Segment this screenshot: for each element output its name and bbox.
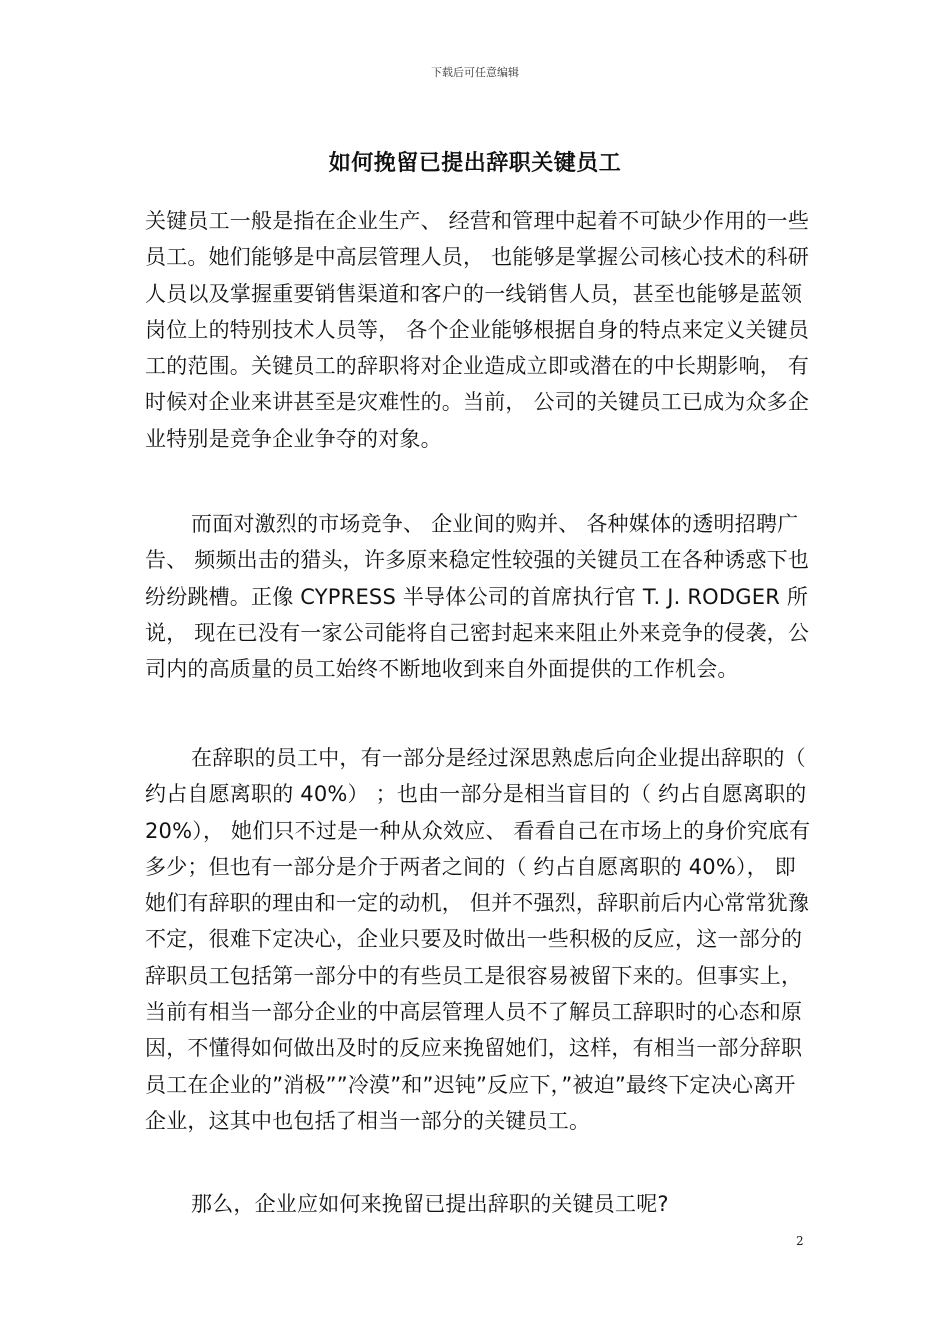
document-title: 如何挽留已提出辞职关键员工 xyxy=(328,151,622,176)
page-number: 2 xyxy=(796,1234,804,1248)
page-header-note: 下载后可任意编辑 xyxy=(431,66,519,79)
paragraph-2: 而面对激烈的市场竞争、 企业间的购并、 各种媒体的透明招聘广告、 频频出击的猎头，许多原来稳定性较强的关键员工在各种诱惑下也纷纷跳槽。正像 CYPRESS 半导体公司的首席执行官 T. J. RODGER 所说， 现在已没有一家公司能将自己密封起来来阻止外来竞争的侵袭，公司内的高质量的员工始终不断地收到来自外面提供的工作机会。 xyxy=(145,512,810,682)
paragraph-1: 关键员工一般是指在企业生产、 经营和管理中起着不可缺少作用的一些员工。她们能够是中高层管理人员， 也能够是掌握公司核心技术的科研人员以及掌握重要销售渠道和客户的一线销售人员，甚至也能够是蓝领岗位上的特别技术人员等， 各个企业能够根据自身的特点来定义关键员工的范围。关键员工的辞职将对企业造成立即或潜在的中长期影响， 有时候对企业来讲甚至是灾难性的。当前， 公司的关键员工已成为众多企业特别是竞争企业争夺的对象。 xyxy=(145,209,810,451)
paragraph-4: 那么，企业应如何来挽留已提出辞职的关键员工呢? xyxy=(191,1192,669,1216)
paragraph-3: 在辞职的员工中，有一部分是经过深思熟虑后向企业提出辞职的（ 约占自愿离职的 40%） ；也由一部分是相当盲目的（ 约占自愿离职的 20%）， 她们只不过是一种从众效应、 看看自己在市场上的身价究底有多少；但也有一部分是介于两者之间的（ 约占自愿离职的 40%）， 即她们有辞职的理由和一定的动机， 但并不强烈，辞职前后内心常常犹豫不定，很难下定决心，企业只要及时做出一些积极的反应，这一部分的辞职员工包括第一部分中的有些员工是很容易被留下来的。但事实上，当前有相当一部分企业的中高层管理人员不了解员工辞职时的心态和原因，不懂得如何做出及时的反应来挽留她们，这样，有相当一部分辞职员工在企业的”消极””冷漠”和”迟钝”反应下，”被迫”最终下定决心离开企业，这其中也包括了相当一部分的关键员工。 xyxy=(145,746,811,1133)
